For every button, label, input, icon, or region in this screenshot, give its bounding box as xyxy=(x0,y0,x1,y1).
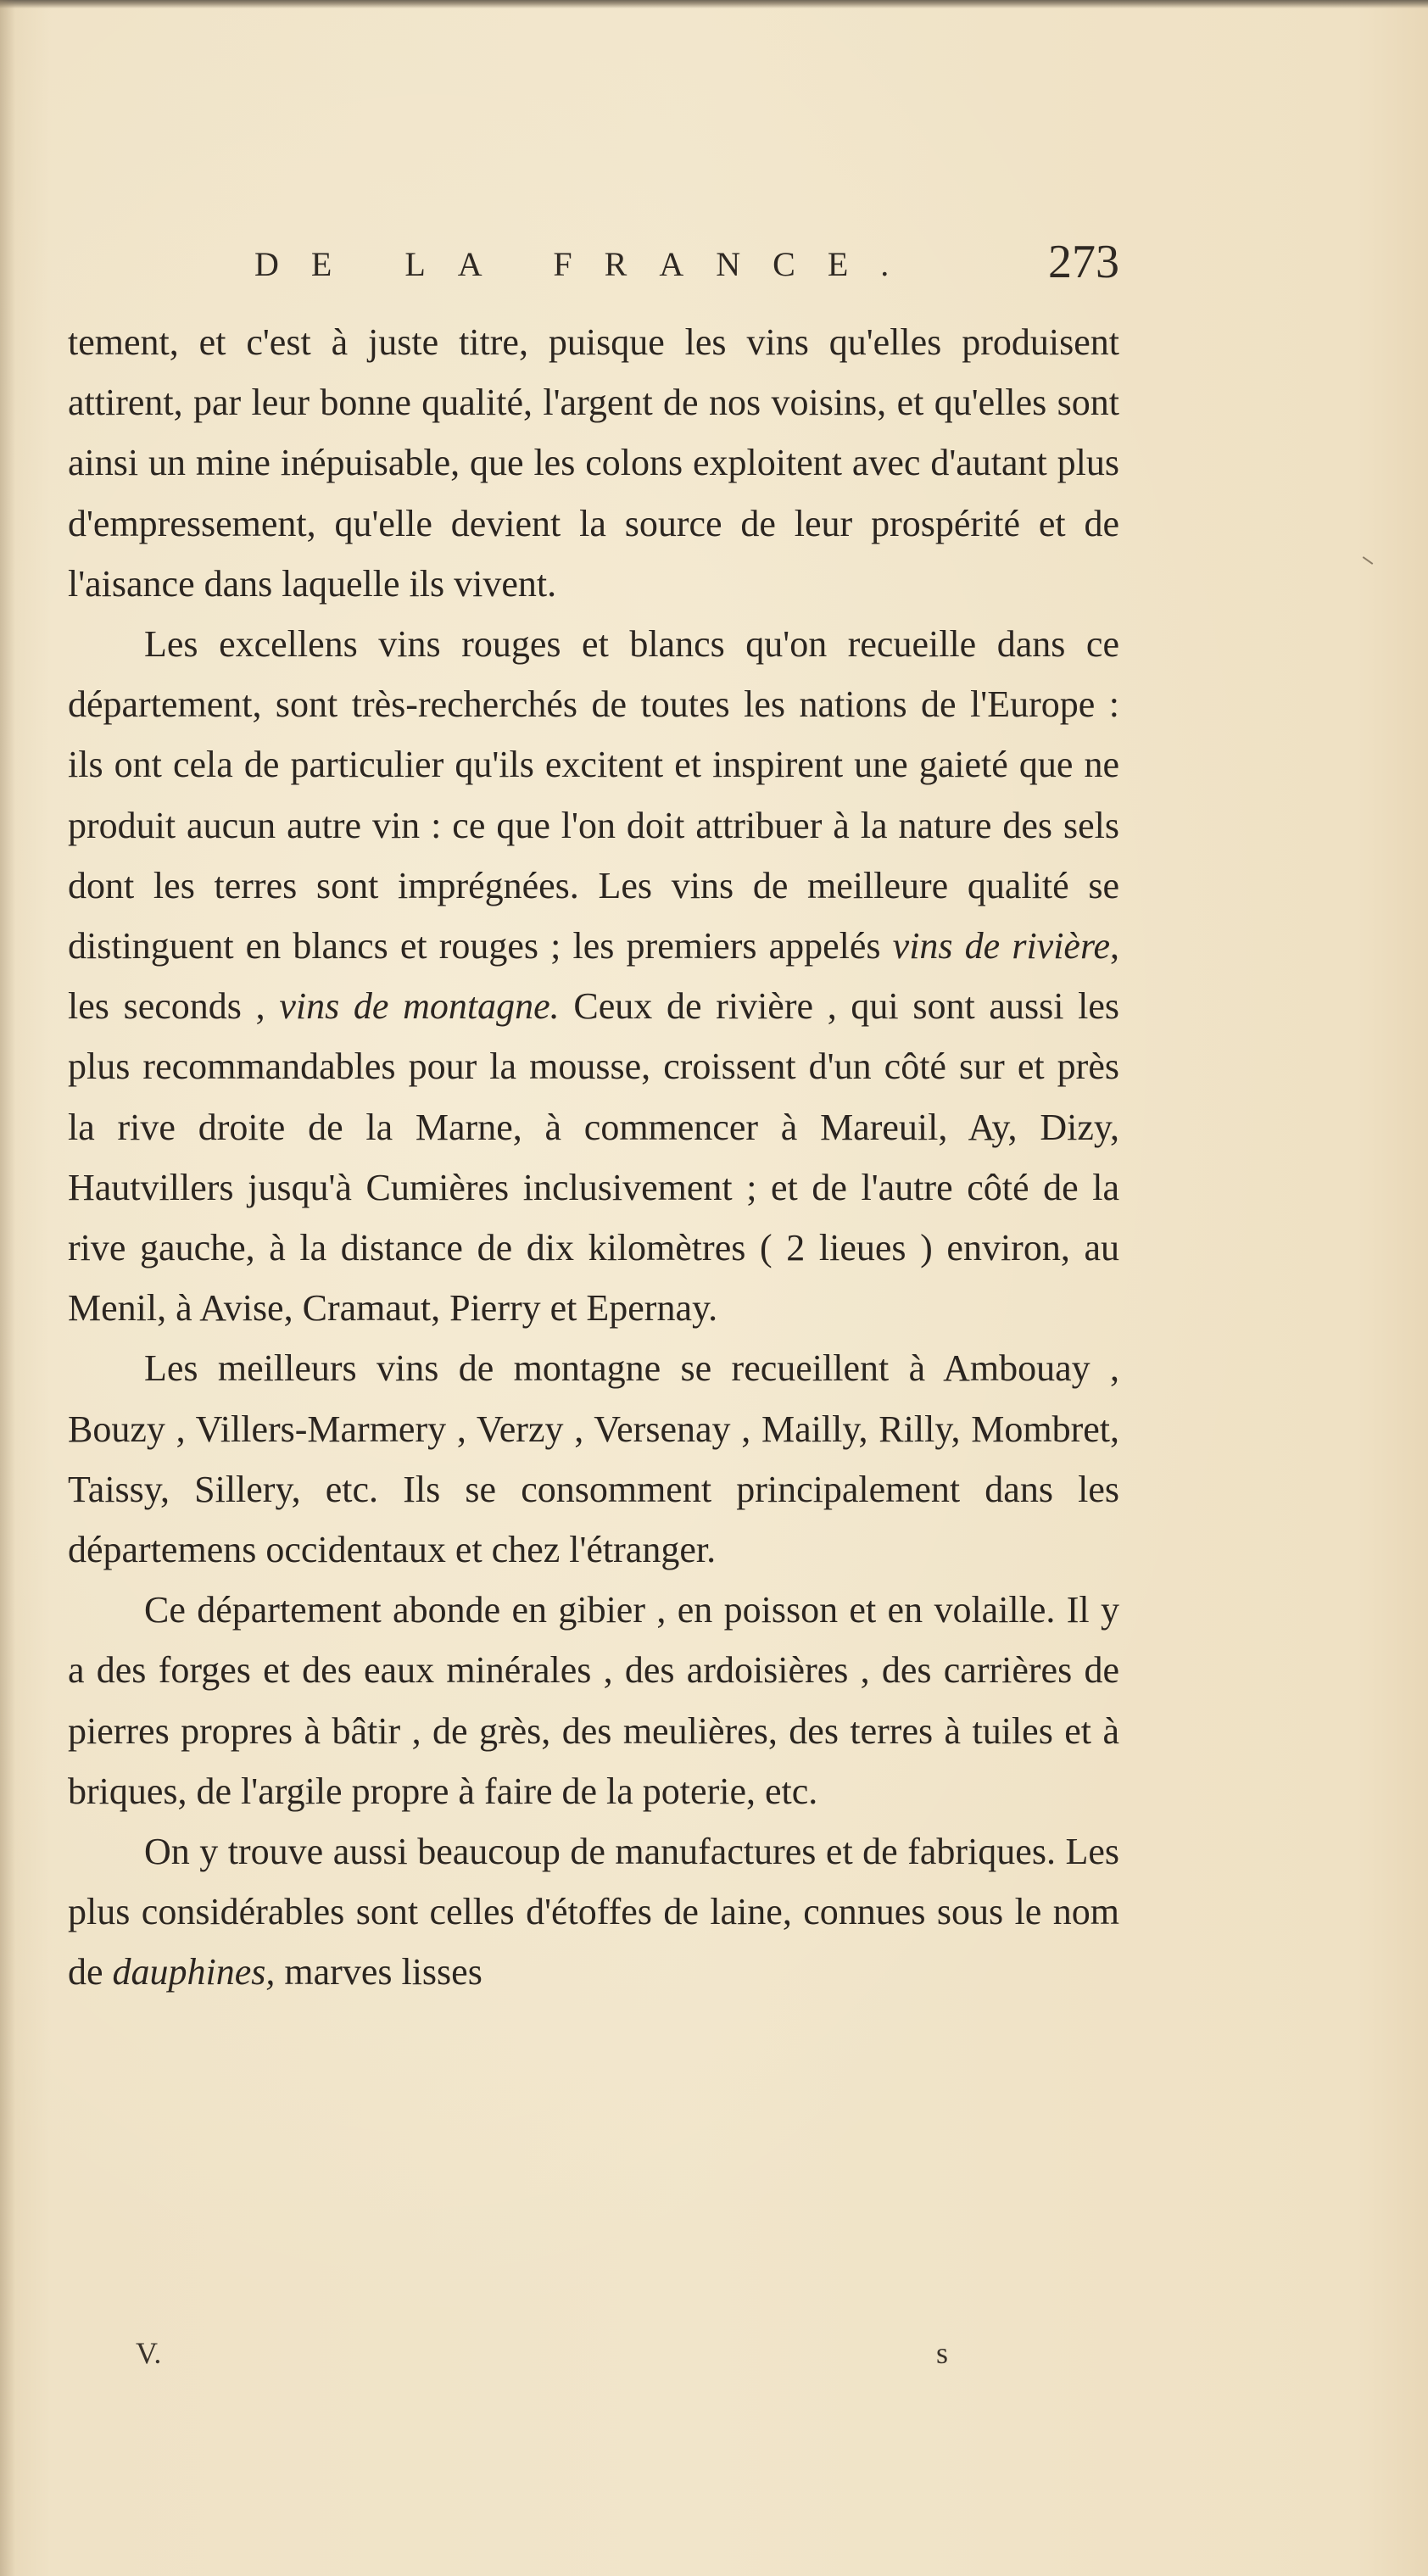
running-title: DE LA FRANCE. xyxy=(254,245,922,283)
italic-vins-de-montagne: vins de montagne. xyxy=(279,985,560,1028)
paragraph-2-text-b: , les seconds , xyxy=(68,925,1119,1028)
paper-mark xyxy=(1363,556,1374,565)
italic-vins-de-riviere: vins de rivière xyxy=(892,925,1110,967)
signature-mark: V. xyxy=(136,2336,162,2370)
paragraph-4 xyxy=(68,1580,1119,1821)
italic-dauphines: dauphines, xyxy=(112,1951,276,1993)
paragraph-5-text-b: marves lisses xyxy=(275,1951,483,1993)
paragraph-4-text: Ce département abonde en gibier , en poisson et en volaille. Il y a des forges et des eaux minérales , des ardoisières , des carrières de pierres propres à bâtir , de grès, des meulières, des terres à tuiles et à briques, de l'argile propre à faire de la poterie, etc. xyxy=(68,1589,1119,1812)
paragraph-5-text-a: On y trouve aussi beaucoup de manufactures et de fabriques. Les plus considérables sont celles d'étoffes de laine, connues sous le nom de xyxy=(68,1831,1119,1993)
page-top-edge xyxy=(0,0,1428,8)
paragraph-1 xyxy=(68,312,1119,614)
running-head xyxy=(254,236,1119,298)
paragraph-3-text: Les meilleurs vins de montagne se recueillent à Ambouay , Bouzy , Villers-Marmery , Verzy , Versenay , Mailly, Rilly, Mombret, Taissy, Sillery, etc. Ils se consomment principalement dans les départemens occidentaux et chez l'étranger. xyxy=(68,1347,1119,1571)
page-gutter-shadow xyxy=(0,0,15,2576)
body-text xyxy=(68,312,1119,2003)
paragraph-1-text: tement, et c'est à juste titre, puisque les vins qu'elles produisent attirent, par leur bonne qualité, l'argent de nos voisins, et qu'elles sont ainsi un mine inépuisable, que les colons exploitent avec d'autant plus d'empressement, qu'elle devient la source de leur prospérité et de l'aisance dans laquelle ils vivent. xyxy=(68,321,1119,605)
paragraph-2 xyxy=(68,614,1119,1338)
paragraph-2-text-c: Ceux de rivière , qui sont aussi les plus recommandables pour la mousse, croissent d'un côté sur et près la rive droite de la Marne, à commencer à Mareuil, Ay, Dizy, Hautvillers jusqu'à Cumières inclusivement ; et de l'autre côté de la rive gauche, à la distance de dix kilomètres ( 2 lieues ) environ, au Menil, à Avise, Cramaut, Pierry et Epernay. xyxy=(68,985,1120,1330)
paragraph-2-text-a: Les excellens vins rouges et blancs qu'on recueille dans ce département, sont très-recherchés de toutes les nations de l'Europe : ils ont cela de particulier qu'ils excitent et inspirent une gaieté que ne produit aucun autre vin : ce que l'on doit attribuer à la nature des sels dont les terres sont imprégnées. Les vins de meilleure qualité se distinguent en blancs et rouges ; les premiers appelés xyxy=(68,623,1119,967)
paragraph-5 xyxy=(68,1821,1119,2003)
paragraph-3 xyxy=(68,1338,1119,1580)
catchword-mark: s xyxy=(936,2336,949,2370)
page-number: 273 xyxy=(1048,236,1119,288)
